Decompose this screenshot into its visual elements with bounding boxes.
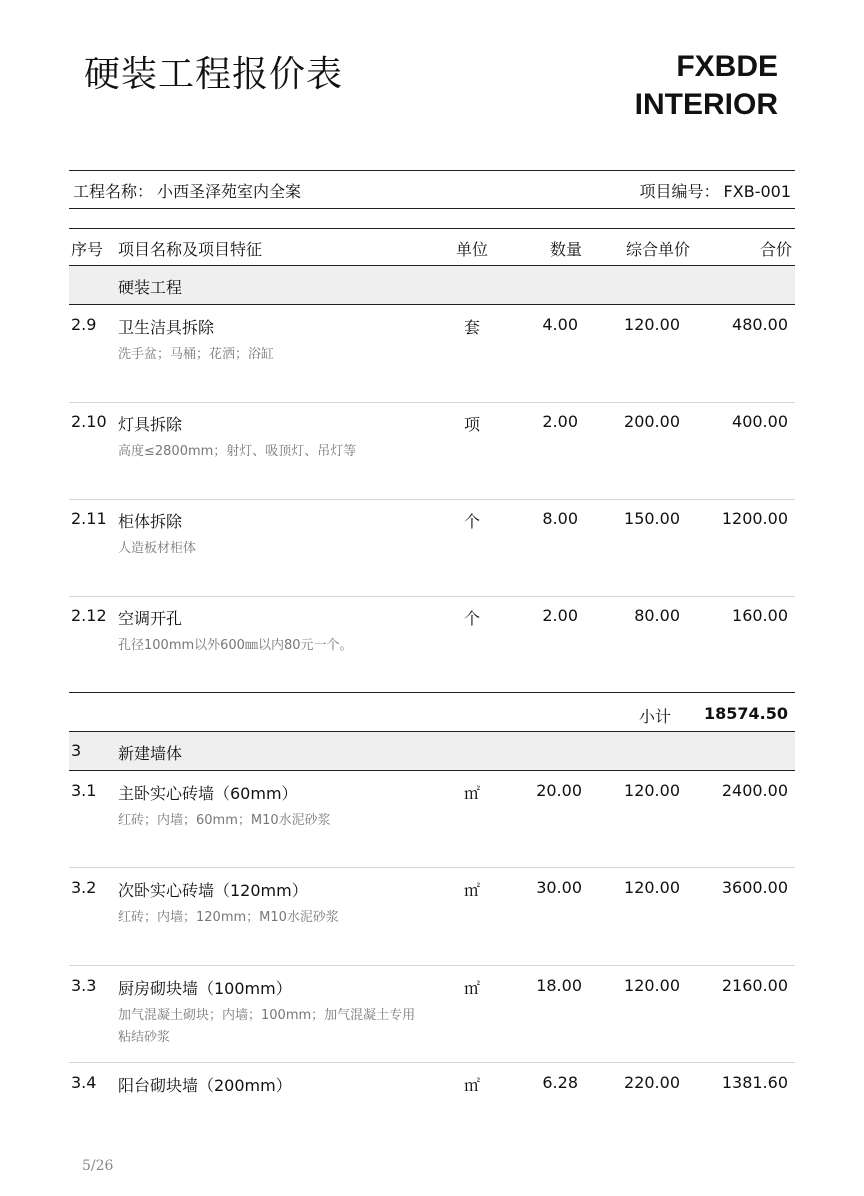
row-seq: 3.1 [71, 781, 97, 800]
brand-line-1: FXBDE [676, 50, 778, 83]
row-divider [69, 965, 795, 966]
row-total: 160.00 [732, 606, 788, 625]
row-unit: ㎡ [464, 784, 481, 803]
divider [69, 692, 795, 693]
row-unit: ㎡ [464, 881, 481, 900]
col-total: 合价 [759, 240, 792, 259]
section-row [69, 732, 795, 770]
row-qty: 2.00 [542, 606, 578, 625]
section-seq: 3 [71, 741, 82, 760]
row-name: 阳台砌块墙（200mm） [118, 1076, 292, 1095]
row-price: 150.00 [624, 509, 680, 528]
brand-logo [635, 48, 778, 124]
row-total: 400.00 [732, 412, 788, 431]
divider [69, 304, 795, 305]
project-code-label: 项目编号： [639, 181, 720, 201]
row-total: 3600.00 [721, 878, 788, 897]
row-desc: 红砖；内墙；120mm；M10水泥砂浆 [118, 910, 339, 925]
divider [69, 228, 795, 229]
row-unit: 套 [464, 318, 481, 337]
brand-line-2: INTERIOR [634, 88, 778, 121]
col-item: 项目名称及项目特征 [118, 240, 263, 259]
project-info-bar [69, 172, 795, 208]
row-name: 卫生洁具拆除 [118, 318, 215, 337]
row-qty: 4.00 [542, 315, 578, 334]
row-price: 220.00 [624, 1073, 680, 1092]
row-total: 1381.60 [721, 1073, 788, 1092]
row-qty: 20.00 [536, 781, 582, 800]
row-qty: 18.00 [536, 976, 582, 995]
row-price: 120.00 [624, 781, 680, 800]
col-unit: 单位 [456, 240, 489, 259]
row-desc: 红砖；内墙；60mm；M10水泥砂浆 [118, 813, 331, 828]
row-unit: 个 [464, 512, 481, 531]
row-qty: 6.28 [542, 1073, 578, 1092]
row-seq: 3.3 [71, 976, 97, 995]
row-desc: 人造板材柜体 [118, 541, 197, 556]
section-title: 新建墙体 [118, 744, 183, 763]
row-price: 80.00 [634, 606, 680, 625]
row-divider [69, 402, 795, 403]
row-divider [69, 867, 795, 868]
project-code [636, 179, 795, 202]
row-unit: ㎡ [464, 1076, 481, 1095]
row-unit: 个 [464, 609, 481, 628]
row-unit: 项 [464, 415, 481, 434]
divider [69, 208, 795, 209]
row-qty: 8.00 [542, 509, 578, 528]
divider [69, 170, 795, 171]
row-desc: 加气混凝土砌块；内墙；100mm；加气混凝土专用粘结砂浆 [118, 1008, 416, 1045]
project-name-value: 小西圣泽苑室内全案 [157, 181, 302, 201]
row-price: 120.00 [624, 315, 680, 334]
row-desc: 洗手盆；马桶；花洒；浴缸 [118, 347, 275, 362]
row-price: 120.00 [624, 878, 680, 897]
row-qty: 30.00 [536, 878, 582, 897]
row-desc: 孔径100mm以外600㎜以内80元一个。 [118, 638, 353, 653]
row-seq: 2.11 [71, 509, 107, 528]
subtotal-label: 小计 [639, 707, 672, 726]
project-name [69, 179, 305, 202]
row-name: 厨房砌块墙（100mm） [118, 979, 292, 998]
row-name: 柜体拆除 [118, 512, 183, 531]
row-seq: 2.12 [71, 606, 107, 625]
row-total: 2400.00 [721, 781, 788, 800]
row-total: 2160.00 [721, 976, 788, 995]
row-seq: 2.10 [71, 412, 107, 431]
section-title: 硬装工程 [118, 278, 183, 297]
divider [69, 770, 795, 771]
project-name-label: 工程名称： [73, 181, 154, 201]
page-number: 5/26 [82, 1158, 114, 1174]
col-seq: 序号 [71, 240, 104, 259]
row-divider [69, 596, 795, 597]
row-seq: 3.2 [71, 878, 97, 897]
row-name: 主卧实心砖墙（60mm） [118, 784, 298, 803]
row-desc: 高度≤2800mm；射灯、吸顶灯、吊灯等 [118, 444, 357, 459]
subtotal-value: 18574.50 [703, 704, 788, 723]
page-title: 硬装工程报价表 [84, 54, 344, 95]
row-total: 1200.00 [721, 509, 788, 528]
row-divider [69, 499, 795, 500]
col-price: 综合单价 [625, 240, 690, 259]
row-seq: 3.4 [71, 1073, 97, 1092]
row-price: 120.00 [624, 976, 680, 995]
row-total: 480.00 [732, 315, 788, 334]
project-code-value: FXB-001 [723, 181, 791, 201]
row-divider [69, 1062, 795, 1063]
row-name: 次卧实心砖墙（120mm） [118, 881, 308, 900]
row-qty: 2.00 [542, 412, 578, 431]
section-row [69, 266, 795, 304]
col-qty: 数量 [549, 240, 582, 259]
row-unit: ㎡ [464, 979, 481, 998]
row-seq: 2.9 [71, 315, 97, 334]
row-price: 200.00 [624, 412, 680, 431]
row-name: 灯具拆除 [118, 415, 183, 434]
row-name: 空调开孔 [118, 609, 183, 628]
